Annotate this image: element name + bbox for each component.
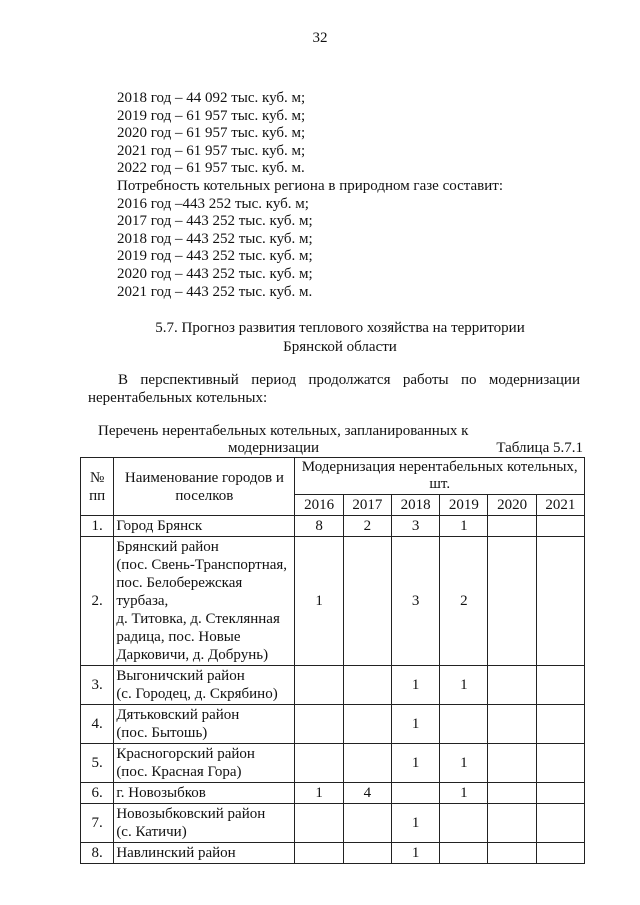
row-value xyxy=(536,783,584,804)
row-value: 3 xyxy=(391,516,439,537)
intro-lines xyxy=(117,90,503,301)
table-caption-line: модернизации xyxy=(228,440,320,456)
row-name xyxy=(114,843,295,864)
row-value xyxy=(295,804,343,843)
row-value xyxy=(343,666,391,705)
row-value xyxy=(536,537,584,666)
row-value: 1 xyxy=(391,666,439,705)
row-name-line: г. Новозыбков xyxy=(116,785,206,801)
row-value: 1 xyxy=(391,804,439,843)
table-row xyxy=(81,705,585,744)
row-value xyxy=(343,843,391,864)
row-name-line: пос. Белобережская xyxy=(116,575,243,591)
row-name xyxy=(114,783,295,804)
row-name-line: (пос. Красная Гора) xyxy=(116,764,242,780)
section-title-line: 5.7. Прогноз развития теплового хозяйства на территории xyxy=(155,320,525,336)
header-year: 2018 xyxy=(391,495,439,516)
row-value xyxy=(488,804,536,843)
row-number: 6. xyxy=(81,783,114,804)
intro-line: 2021 год – 61 957 тыс. куб. м; xyxy=(117,142,306,159)
header-year: 2016 xyxy=(295,495,343,516)
intro-line: 2020 год – 443 252 тыс. куб. м; xyxy=(117,265,313,282)
row-value xyxy=(343,537,391,666)
row-value xyxy=(440,705,488,744)
row-name-line: Город Брянск xyxy=(116,518,203,534)
section-title xyxy=(60,319,620,357)
row-value xyxy=(488,537,536,666)
row-name xyxy=(114,537,295,666)
row-value xyxy=(536,666,584,705)
row-value xyxy=(488,783,536,804)
row-value xyxy=(536,804,584,843)
row-value xyxy=(488,744,536,783)
row-value xyxy=(343,744,391,783)
row-value xyxy=(295,843,343,864)
row-name-line: радица, пос. Новые xyxy=(116,629,241,645)
row-name-line: турбаза, xyxy=(116,593,169,609)
row-value xyxy=(295,744,343,783)
row-value: 1 xyxy=(440,744,488,783)
header-group xyxy=(295,458,585,495)
row-name-line: Выгоничский район xyxy=(116,668,245,684)
row-name xyxy=(114,744,295,783)
table-row xyxy=(81,783,585,804)
row-value: 1 xyxy=(295,783,343,804)
row-value xyxy=(488,705,536,744)
row-name-line: (с. Катичи) xyxy=(116,824,187,840)
row-value xyxy=(440,843,488,864)
intro-line: 2020 год – 61 957 тыс. куб. м; xyxy=(117,125,306,142)
page-number: 32 xyxy=(312,30,328,46)
row-name xyxy=(114,516,295,537)
table-caption xyxy=(98,423,468,457)
row-value xyxy=(295,666,343,705)
section-title-line: Брянской области xyxy=(283,339,397,355)
row-value: 3 xyxy=(391,537,439,666)
row-value xyxy=(295,705,343,744)
table-body xyxy=(81,516,585,864)
intro-line: 2019 год – 443 252 тыс. куб. м; xyxy=(117,248,313,265)
header-year: 2021 xyxy=(536,495,584,516)
row-value xyxy=(488,516,536,537)
paragraph-line: нерентабельных котельных: xyxy=(88,390,268,406)
table-row xyxy=(81,744,585,783)
table-row xyxy=(81,666,585,705)
row-value: 8 xyxy=(295,516,343,537)
row-value: 1 xyxy=(391,705,439,744)
row-value: 2 xyxy=(343,516,391,537)
row-number: 2. xyxy=(81,537,114,666)
row-name-line: Брянский район xyxy=(116,539,219,555)
row-name-line: Красногорский район xyxy=(116,746,255,762)
table-row xyxy=(81,537,585,666)
row-name-line: Дарковичи, д. Добрунь) xyxy=(116,647,269,663)
header-year: 2020 xyxy=(488,495,536,516)
intro-line: 2019 год – 61 957 тыс. куб. м; xyxy=(117,107,306,124)
row-value xyxy=(536,843,584,864)
row-number: 8. xyxy=(81,843,114,864)
header-group-line: шт. xyxy=(429,476,451,492)
row-name-line: (пос. Бытошь) xyxy=(116,725,208,741)
header-year: 2017 xyxy=(343,495,391,516)
row-value xyxy=(536,744,584,783)
row-name-line: Дятьковский район xyxy=(116,707,240,723)
row-name xyxy=(114,705,295,744)
row-name xyxy=(114,804,295,843)
row-value xyxy=(536,516,584,537)
intro-line: Потребность котельных региона в природном газе составит: xyxy=(117,177,503,194)
intro-line: 2021 год – 443 252 тыс. куб. м. xyxy=(117,283,313,300)
row-number: 4. xyxy=(81,705,114,744)
row-value: 1 xyxy=(391,843,439,864)
table-caption-line: Перечень нерентабельных котельных, запланированных к xyxy=(98,423,469,439)
row-value: 1 xyxy=(391,744,439,783)
header-year: 2019 xyxy=(440,495,488,516)
row-number: 3. xyxy=(81,666,114,705)
table-label: Таблица 5.7.1 xyxy=(496,440,583,456)
header-name: Наименование городов и поселков xyxy=(114,458,295,516)
intro-line: 2016 год –443 252 тыс. куб. м; xyxy=(117,195,309,212)
row-value xyxy=(343,804,391,843)
intro-line: 2022 год – 61 957 тыс. куб. м. xyxy=(117,160,305,177)
header-num xyxy=(81,458,114,516)
header-num-line: пп xyxy=(89,487,106,504)
table-header-row xyxy=(81,458,585,495)
table-row xyxy=(81,804,585,843)
intro-line: 2018 год – 44 092 тыс. куб. м; xyxy=(117,90,306,106)
header-group-line: Модернизация нерентабельных котельных, xyxy=(301,459,578,475)
row-value: 1 xyxy=(440,783,488,804)
table-row xyxy=(81,843,585,864)
row-value xyxy=(536,705,584,744)
body-paragraph xyxy=(88,371,580,407)
row-value: 2 xyxy=(440,537,488,666)
row-number: 1. xyxy=(81,516,114,537)
row-number: 7. xyxy=(81,804,114,843)
row-value xyxy=(440,804,488,843)
row-name xyxy=(114,666,295,705)
header-num-line: № xyxy=(90,469,105,486)
intro-line: 2018 год – 443 252 тыс. куб. м; xyxy=(117,230,313,247)
row-name-line: Навлинский район xyxy=(116,845,236,861)
table-row xyxy=(81,516,585,537)
row-name-line: (пос. Свень-Транспортная, xyxy=(116,557,288,573)
boiler-modernization-table xyxy=(80,457,585,864)
row-name-line: Новозыбковский район xyxy=(116,806,266,822)
row-value xyxy=(391,783,439,804)
row-value: 1 xyxy=(440,516,488,537)
row-name-line: (с. Городец, д. Скрябино) xyxy=(116,686,278,702)
row-value: 4 xyxy=(343,783,391,804)
row-number: 5. xyxy=(81,744,114,783)
row-value: 1 xyxy=(295,537,343,666)
row-value xyxy=(488,843,536,864)
row-value: 1 xyxy=(440,666,488,705)
paragraph-line: В перспективный период продолжатся работы по модернизации xyxy=(118,372,580,388)
row-value xyxy=(488,666,536,705)
row-value xyxy=(343,705,391,744)
row-name-line: д. Титовка, д. Стеклянная xyxy=(116,611,280,627)
intro-line: 2017 год – 443 252 тыс. куб. м; xyxy=(117,213,313,230)
